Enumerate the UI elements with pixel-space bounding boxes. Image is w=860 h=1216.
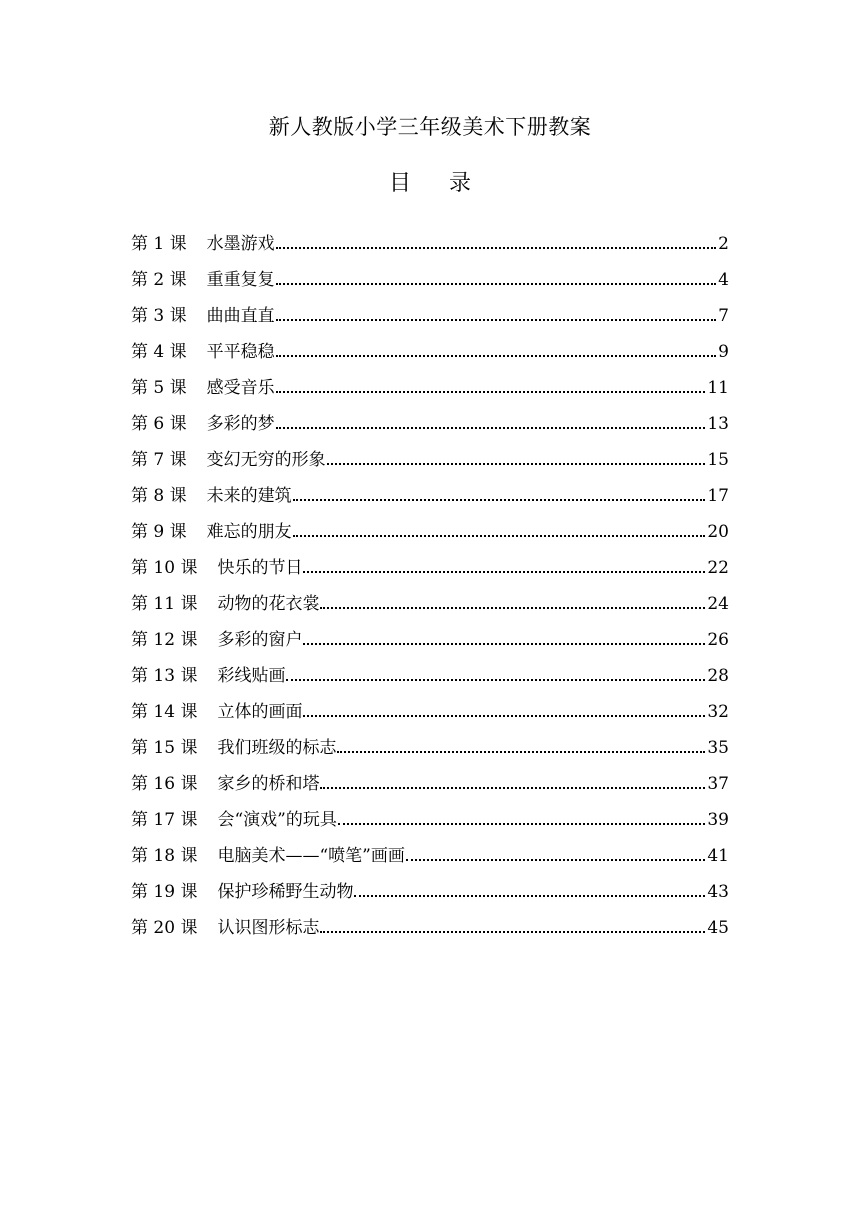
toc-dot-leader — [303, 715, 705, 717]
toc-entry-title: 变幻无穷的形象 — [206, 450, 326, 470]
toc-entry-page-number: 9 — [718, 342, 729, 362]
toc-entry[interactable] — [131, 298, 729, 334]
toc-entry[interactable] — [131, 658, 729, 694]
toc-heading-first-char: 目 — [388, 171, 411, 196]
toc-entry-title: 动物的花衣裳 — [217, 594, 320, 614]
toc-entry[interactable] — [131, 730, 729, 766]
toc-entry[interactable] — [131, 514, 729, 550]
toc-entry[interactable] — [131, 910, 729, 946]
toc-entry-lesson-number: 第 8 课 — [131, 486, 187, 506]
toc-dot-leader — [276, 391, 706, 393]
toc-entry[interactable] — [131, 334, 729, 370]
document-title: 新人教版小学三年级美术下册教案 — [268, 115, 592, 139]
toc-entry-title: 未来的建筑 — [206, 486, 292, 506]
toc-entry-title: 重重复复 — [206, 270, 275, 290]
toc-entry[interactable] — [131, 226, 729, 262]
toc-entry[interactable] — [131, 442, 729, 478]
toc-dot-leader — [276, 319, 717, 321]
toc-entry-page-number: 4 — [718, 270, 729, 290]
toc-dot-leader — [338, 823, 706, 825]
toc-entry-page-number: 45 — [707, 918, 729, 938]
toc-entry-title: 水墨游戏 — [206, 234, 275, 254]
toc-dot-leader — [276, 355, 717, 357]
toc-entry-lesson-number: 第 6 课 — [131, 414, 187, 434]
toc-dot-leader — [320, 931, 705, 933]
toc-entry-page-number: 35 — [707, 738, 729, 758]
toc-entry-lesson-number: 第 19 课 — [131, 882, 198, 902]
toc-entry[interactable] — [131, 622, 729, 658]
toc-entry-title: 多彩的窗户 — [217, 630, 303, 650]
toc-entry-page-number: 32 — [707, 702, 729, 722]
toc-entry-page-number: 39 — [707, 810, 729, 830]
toc-entry-page-number: 17 — [707, 486, 729, 506]
toc-dot-leader — [293, 499, 706, 501]
toc-entry-title: 难忘的朋友 — [206, 522, 292, 542]
toc-entry-lesson-number: 第 14 课 — [131, 702, 198, 722]
toc-entry-lesson-number: 第 3 课 — [131, 306, 187, 326]
toc-entry-title: 平平稳稳 — [206, 342, 275, 362]
toc-heading — [0, 168, 860, 200]
toc-entry-title: 会“演戏”的玩具 — [217, 810, 337, 830]
toc-entry[interactable] — [131, 370, 729, 406]
toc-dot-leader — [293, 535, 706, 537]
toc-dot-leader — [276, 247, 717, 249]
toc-entry-title: 家乡的桥和塔 — [217, 774, 320, 794]
toc-entry[interactable] — [131, 406, 729, 442]
toc-entry-lesson-number: 第 5 课 — [131, 378, 187, 398]
toc-entry[interactable] — [131, 478, 729, 514]
toc-entry[interactable] — [131, 262, 729, 298]
toc-entry-lesson-number: 第 17 课 — [131, 810, 198, 830]
toc-entry[interactable] — [131, 874, 729, 910]
toc-entry-lesson-number: 第 16 课 — [131, 774, 198, 794]
toc-heading-second-char: 录 — [449, 171, 472, 196]
toc-entry-page-number: 7 — [718, 306, 729, 326]
toc-dot-leader — [337, 751, 705, 753]
toc-entry-lesson-number: 第 12 课 — [131, 630, 198, 650]
toc-dot-leader — [303, 571, 705, 573]
toc-entry-title: 多彩的梦 — [206, 414, 275, 434]
toc-entry-title: 立体的画面 — [217, 702, 303, 722]
toc-entry-page-number: 26 — [707, 630, 729, 650]
toc-entry-lesson-number: 第 2 课 — [131, 270, 187, 290]
toc-entry-title: 我们班级的标志 — [217, 738, 337, 758]
toc-entry-page-number: 24 — [707, 594, 729, 614]
toc-entry-title: 电脑美术——“喷笔”画画 — [217, 846, 405, 866]
toc-dot-leader — [320, 787, 705, 789]
toc-entry-page-number: 28 — [707, 666, 729, 686]
toc-entry[interactable] — [131, 694, 729, 730]
toc-entry-title: 曲曲直直 — [206, 306, 275, 326]
toc-entry-page-number: 37 — [707, 774, 729, 794]
toc-entry-page-number: 20 — [707, 522, 729, 542]
toc-entry-lesson-number: 第 4 课 — [131, 342, 187, 362]
toc-entry-page-number: 13 — [707, 414, 729, 434]
toc-dot-leader — [406, 859, 706, 861]
toc-dot-leader — [286, 679, 705, 681]
toc-entry[interactable] — [131, 838, 729, 874]
toc-dot-leader — [354, 895, 705, 897]
toc-entry-lesson-number: 第 18 课 — [131, 846, 198, 866]
toc-entry[interactable] — [131, 802, 729, 838]
toc-entry-title: 保护珍稀野生动物 — [217, 882, 354, 902]
toc-dot-leader — [320, 607, 705, 609]
toc-entry-page-number: 15 — [707, 450, 729, 470]
toc-entry-page-number: 22 — [707, 558, 729, 578]
toc-dot-leader — [276, 427, 706, 429]
toc-entry-lesson-number: 第 7 课 — [131, 450, 187, 470]
toc-entry-page-number: 11 — [707, 378, 729, 398]
toc-entry-lesson-number: 第 13 课 — [131, 666, 198, 686]
toc-entry-lesson-number: 第 11 课 — [131, 594, 198, 614]
toc-entry-title: 认识图形标志 — [217, 918, 320, 938]
toc-entry-lesson-number: 第 10 课 — [131, 558, 198, 578]
toc-dot-leader — [327, 463, 706, 465]
toc-entry-page-number: 41 — [707, 846, 729, 866]
toc-entry-lesson-number: 第 1 课 — [131, 234, 187, 254]
toc-dot-leader — [276, 283, 717, 285]
toc-entry-title: 感受音乐 — [206, 378, 275, 398]
toc-entry-page-number: 43 — [707, 882, 729, 902]
toc-entry[interactable] — [131, 586, 729, 622]
toc-entry-lesson-number: 第 20 课 — [131, 918, 198, 938]
toc-dot-leader — [303, 643, 705, 645]
toc-entry-title: 快乐的节日 — [217, 558, 303, 578]
table-of-contents — [131, 226, 729, 946]
toc-entry-lesson-number: 第 9 课 — [131, 522, 187, 542]
toc-entry[interactable] — [131, 766, 729, 802]
toc-entry-title: 彩线贴画 — [217, 666, 286, 686]
toc-entry-page-number: 2 — [718, 234, 729, 254]
toc-entry[interactable] — [131, 550, 729, 586]
toc-entry-lesson-number: 第 15 课 — [131, 738, 198, 758]
